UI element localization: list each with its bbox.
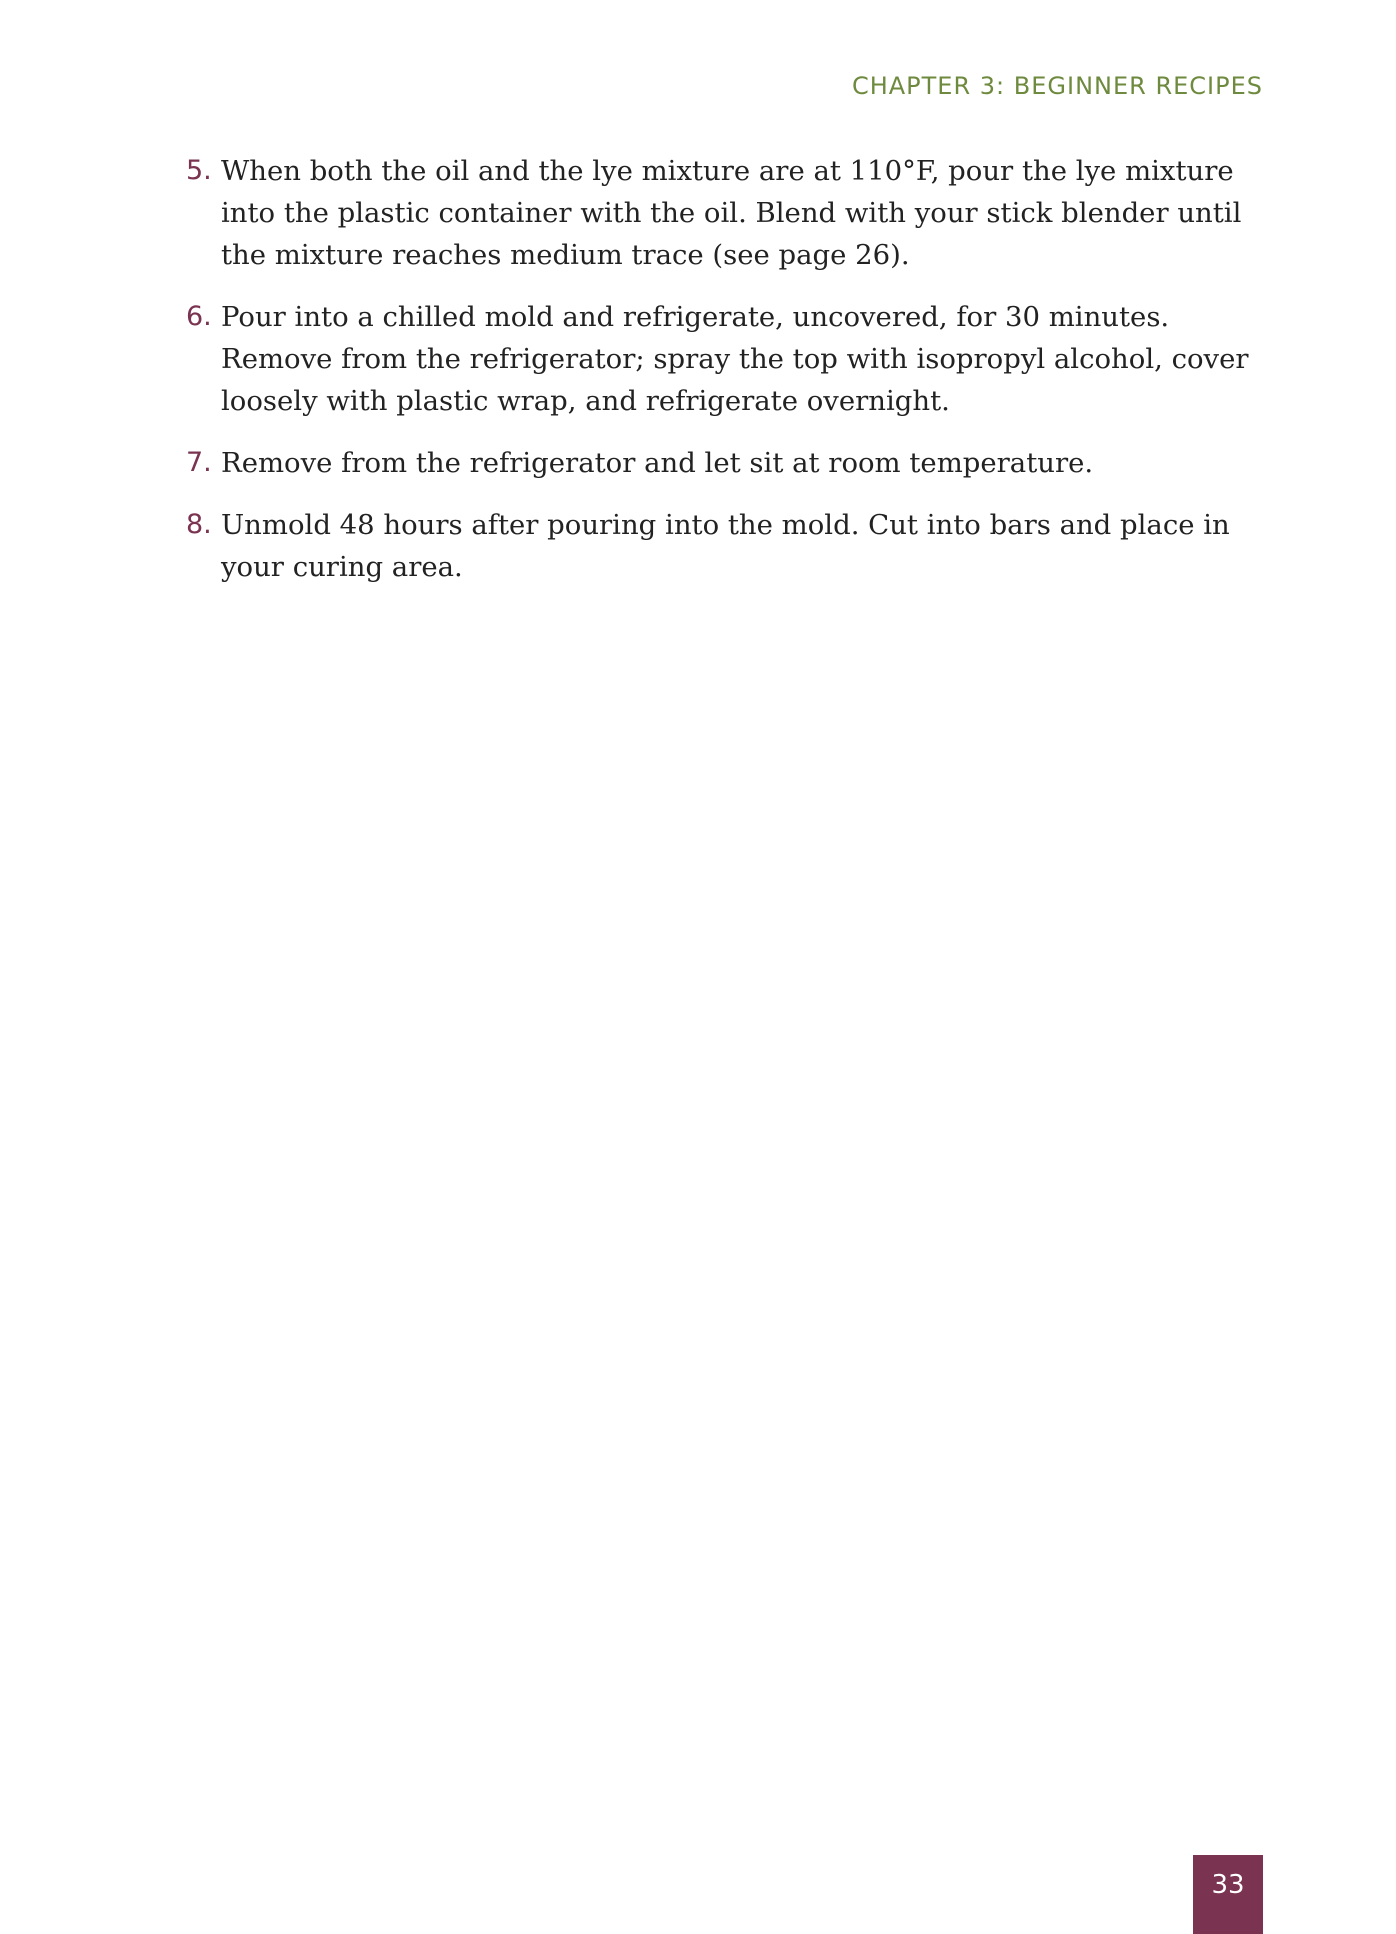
instruction-steps [186,150,1266,608]
step-text: When both the oil and the lye mixture are at 110°F, pour the lye mixture into the plastic container with the oil. Blend with your stick blender until the mixture reaches medium trace (see page 26). [221,155,1242,271]
step-number: 7. [186,447,212,478]
step-number: 5. [186,155,212,186]
step-item [186,504,1266,588]
step-text: Unmold 48 hours after pouring into the mold. Cut into bars and place in your curing area. [221,509,1230,583]
step-item [186,442,1266,484]
page-number-badge: 33 [1193,1855,1263,1934]
step-text: Remove from the refrigerator and let sit at room temperature. [221,447,1094,479]
step-text: Pour into a chilled mold and refrigerate, uncovered, for 30 minutes. Remove from the refrigerator; spray the top with isopropyl alcohol, cover loosely with plastic wrap, and refrigerate overnight. [221,301,1249,417]
running-header: CHAPTER 3: BEGINNER RECIPES [851,72,1263,100]
step-number: 8. [186,509,212,540]
step-item [186,150,1266,276]
step-item [186,296,1266,422]
step-number: 6. [186,301,212,332]
